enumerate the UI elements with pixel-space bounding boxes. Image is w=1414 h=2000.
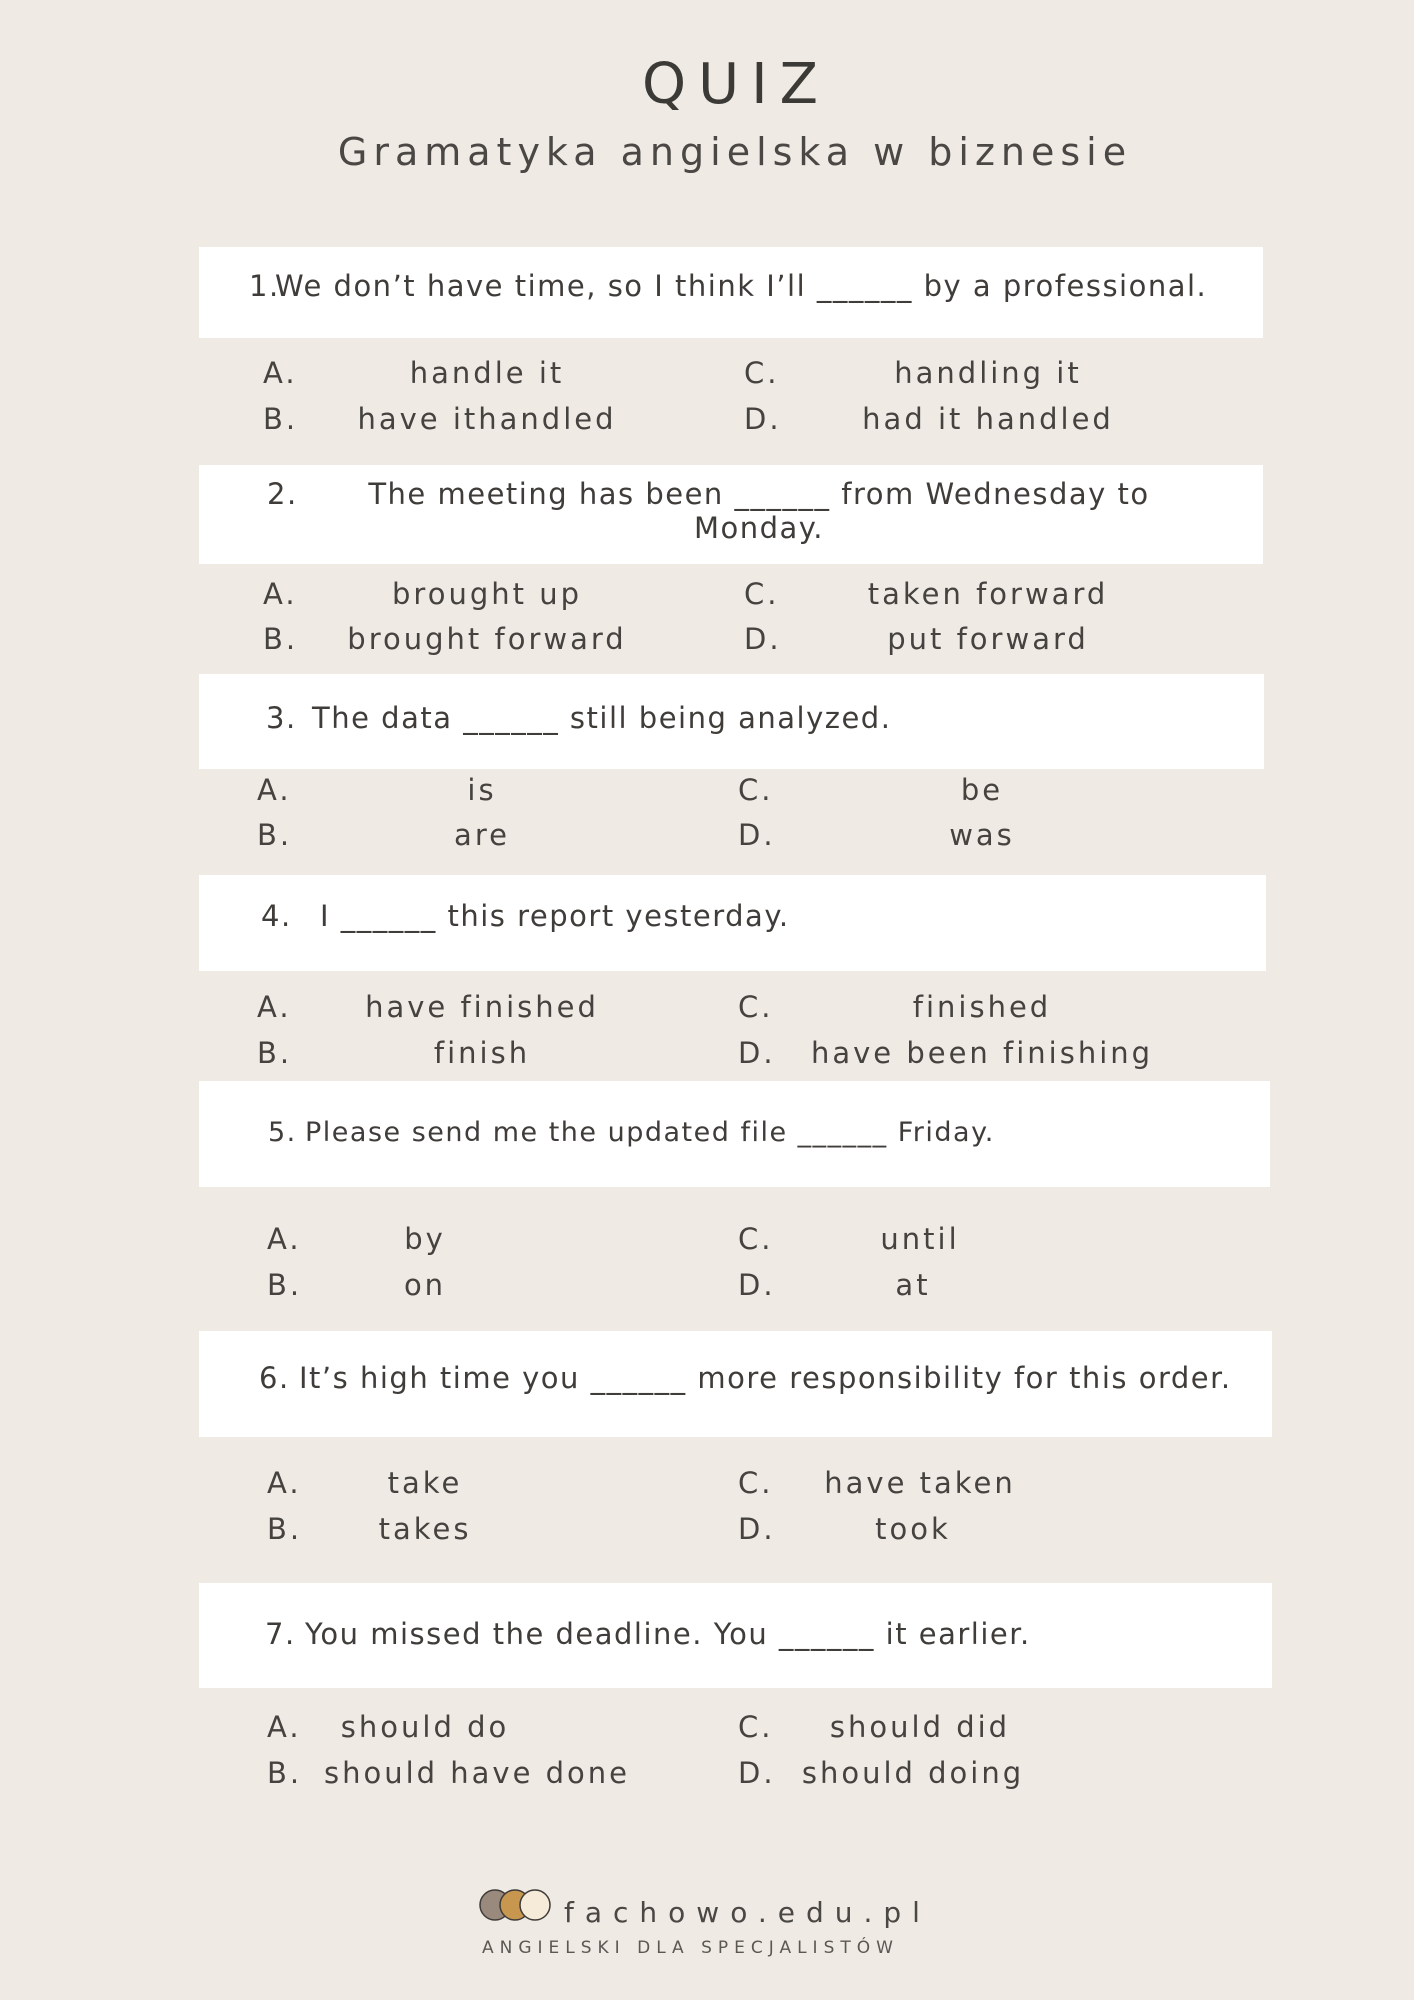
question-5-card: [199, 1081, 1270, 1187]
option-label-b: B.: [263, 402, 299, 436]
option-c[interactable]: have taken: [824, 1466, 1016, 1500]
question-number: 6.: [259, 1361, 290, 1395]
option-d[interactable]: was: [949, 818, 1015, 852]
option-label-a: A.: [267, 1466, 302, 1500]
option-label-c: C.: [744, 356, 780, 390]
question-text: I ______ this report yesterday.: [320, 899, 790, 933]
option-label-a: A.: [263, 356, 298, 390]
option-c[interactable]: should did: [829, 1710, 1011, 1744]
option-label-b: B.: [267, 1756, 303, 1790]
question-number: 1.: [249, 269, 280, 303]
question-6-card: [199, 1331, 1272, 1437]
option-a[interactable]: by: [404, 1222, 446, 1256]
option-d[interactable]: took: [875, 1512, 951, 1546]
question-7-card: [199, 1583, 1272, 1688]
option-c[interactable]: until: [880, 1222, 960, 1256]
question-4-card: [199, 875, 1266, 971]
option-label-d: D.: [738, 1036, 776, 1070]
option-a[interactable]: handle it: [409, 356, 565, 390]
option-label-d: D.: [738, 1756, 776, 1790]
option-label-b: B.: [267, 1512, 303, 1546]
option-b[interactable]: on: [403, 1268, 447, 1302]
option-b[interactable]: brought forward: [347, 622, 627, 656]
question-text: You missed the deadline. You ______ it earlier.: [305, 1617, 1031, 1651]
option-d[interactable]: had it handled: [862, 402, 1114, 436]
option-c[interactable]: finished: [912, 990, 1052, 1024]
site-name: fachowo.edu.pl: [564, 1896, 931, 1929]
option-d[interactable]: at: [895, 1268, 931, 1302]
option-label-c: C.: [738, 990, 774, 1024]
option-b[interactable]: finish: [433, 1036, 531, 1070]
option-label-d: D.: [744, 402, 782, 436]
question-text: We don’t have time, so I think I’ll ______ by a professional.: [275, 269, 1208, 303]
option-label-b: B.: [257, 1036, 293, 1070]
quiz-title: QUIZ: [642, 52, 830, 117]
option-d[interactable]: should doing: [801, 1756, 1025, 1790]
option-a[interactable]: is: [467, 773, 497, 807]
option-label-b: B.: [263, 622, 299, 656]
quiz-subtitle: Gramatyka angielska w biznesie: [337, 130, 1133, 174]
option-d[interactable]: have been finishing: [810, 1036, 1154, 1070]
option-label-d: D.: [738, 1512, 776, 1546]
option-label-d: D.: [738, 1268, 776, 1302]
option-label-a: A.: [257, 773, 292, 807]
question-number: 2.: [267, 477, 298, 511]
option-label-c: C.: [738, 773, 774, 807]
tagline: ANGIELSKI DLA SPECJALISTÓW: [482, 1938, 899, 1958]
option-c[interactable]: handling it: [894, 356, 1082, 390]
option-c[interactable]: taken forward: [867, 577, 1109, 611]
option-label-c: C.: [738, 1466, 774, 1500]
option-label-b: B.: [257, 818, 293, 852]
option-d[interactable]: put forward: [887, 622, 1089, 656]
option-label-a: A.: [267, 1710, 302, 1744]
option-c[interactable]: be: [960, 773, 1004, 807]
question-number: 4.: [261, 899, 292, 933]
option-a[interactable]: take: [387, 1466, 463, 1500]
question-text: It’s high time you ______ more responsibility for this order.: [299, 1361, 1232, 1395]
option-label-d: D.: [738, 818, 776, 852]
question-number: 3.: [266, 701, 297, 735]
option-label-c: C.: [738, 1222, 774, 1256]
option-label-a: A.: [257, 990, 292, 1024]
brand-logo-icon: [478, 1888, 558, 1924]
question-text: The data ______ still being analyzed.: [312, 701, 892, 735]
option-a[interactable]: should do: [340, 1710, 510, 1744]
option-a[interactable]: brought up: [392, 577, 582, 611]
question-1-card: [199, 247, 1263, 338]
question-text: The meeting has been ______ from Wednesday to Monday.: [368, 477, 1150, 545]
logo-circle-3: [520, 1890, 550, 1920]
question-3-card: [199, 674, 1264, 769]
option-b[interactable]: should have done: [323, 1756, 631, 1790]
option-label-c: C.: [744, 577, 780, 611]
option-b[interactable]: are: [454, 818, 510, 852]
option-b[interactable]: takes: [378, 1512, 472, 1546]
question-number: 5.: [268, 1117, 297, 1148]
option-label-a: A.: [267, 1222, 302, 1256]
option-label-a: A.: [263, 577, 298, 611]
option-a[interactable]: have finished: [365, 990, 599, 1024]
question-2-card: [199, 465, 1263, 564]
option-label-c: C.: [738, 1710, 774, 1744]
option-b[interactable]: have ithandled: [357, 402, 617, 436]
option-label-b: B.: [267, 1268, 303, 1302]
question-number: 7.: [265, 1617, 296, 1651]
option-label-d: D.: [744, 622, 782, 656]
question-text: Please send me the updated file ______ Friday.: [305, 1117, 995, 1148]
